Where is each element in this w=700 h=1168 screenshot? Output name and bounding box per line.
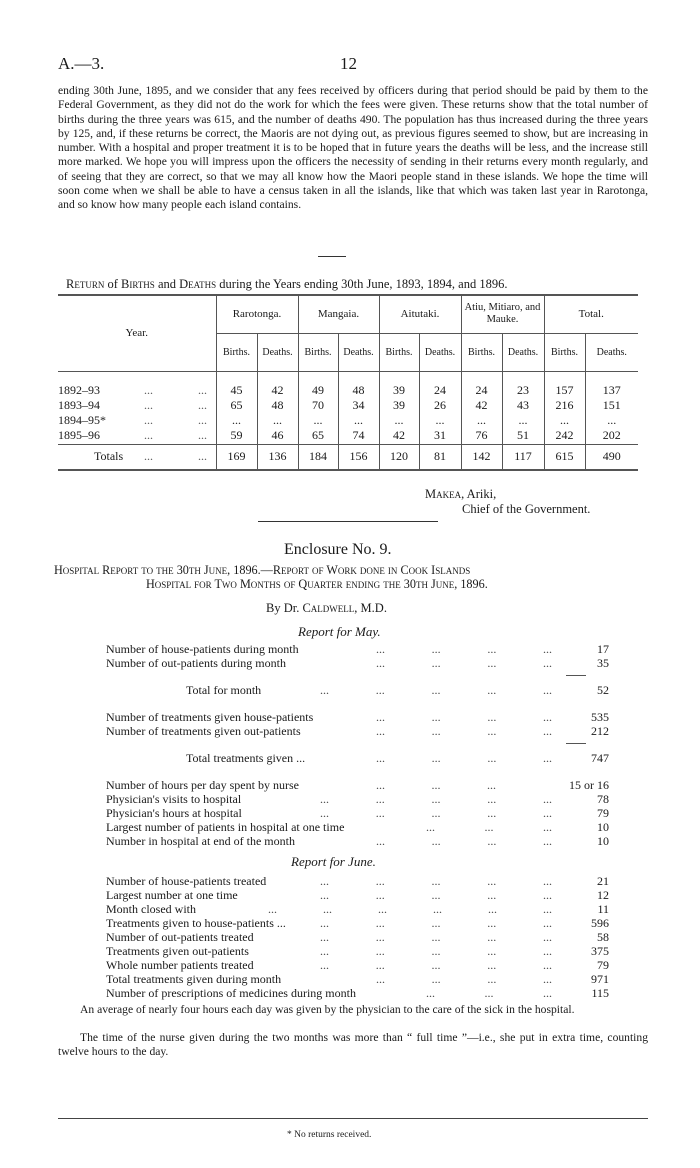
- table-row: [58, 428, 638, 444]
- intro-paragraph: [58, 84, 648, 213]
- report-row-value: 79: [597, 806, 609, 820]
- report-row-label: Number of house-patients treated: [106, 874, 267, 888]
- report-row-value: 35: [597, 656, 609, 670]
- title-word-deaths: Deaths: [179, 277, 217, 291]
- value-cell: 216: [544, 398, 585, 413]
- value-cell: 151: [585, 398, 638, 413]
- signature-name-sc: Makea: [425, 487, 462, 501]
- value-cell: 31: [419, 428, 461, 444]
- year-label: 1894–95*: [58, 413, 106, 427]
- value-cell: 48: [257, 398, 298, 413]
- value-cell: 42: [257, 383, 298, 398]
- footnote: * No returns received.: [287, 1130, 372, 1140]
- report-row-value: 212: [591, 724, 609, 738]
- year-column-header: Year.: [58, 295, 216, 371]
- report-row-label: Whole number patients treated: [106, 958, 254, 972]
- leader-dots: ... ... ...: [376, 778, 496, 792]
- total-cell: 136: [257, 444, 298, 470]
- leader-dots: ... ... ... ...: [376, 724, 552, 738]
- subheader-births: Births.: [298, 333, 338, 371]
- leader-dots: ... ... ... ... ...: [320, 944, 552, 958]
- leader-dots: ... ... ... ... ...: [320, 806, 552, 820]
- value-cell: 202: [585, 428, 638, 444]
- report-row-value: 535: [591, 710, 609, 724]
- table-row: [58, 383, 638, 398]
- leader-dots: ...: [198, 398, 207, 412]
- leader-dots: ...: [144, 428, 153, 443]
- value-cell: 26: [419, 398, 461, 413]
- report-row-value: 10: [597, 834, 609, 848]
- hospital-heading-line-2: Hospital for Two Months of Quarter ending the 30th June, 1896.: [146, 577, 488, 591]
- title-joiner-of: of: [104, 277, 122, 291]
- title-word-births: Births: [121, 277, 155, 291]
- signature-title: Chief of the Government.: [462, 502, 591, 516]
- report-row-label: Physician's visits to hospital: [106, 792, 242, 806]
- totals-label: Totals: [94, 449, 124, 464]
- value-cell: 157: [544, 383, 585, 398]
- value-cell: ...: [419, 413, 461, 428]
- intro-paragraph-text: ending 30th June, 1895, and we consider that any fees received by officers during that period should be paid by them to the Federal Government, as they did not do the work for which the fees were given. These returns show that the total number of births during the three years was 615, and the number of deaths 490. The population has thus increased during the three years by 125, and, if these returns be correct, the Maoris are not dying out, as previous figures seemed to show, but are increasing in number. With a hospital and proper treatment it is to be hoped that in future years the deaths will be less, and the increase still more marked. We hope you will impress upon the officers the necessity of sending in their returns every month regularly, and of seeing that they are correct, so that we may all know how the Maori people stand in these islands. We hope the time will soon come when we shall be able to have a census taken in all the islands, like that which was taken last year in Rarotonga, and so know how many people each island contains.: [58, 84, 648, 212]
- total-cell: 490: [585, 444, 638, 470]
- value-cell: ...: [585, 413, 638, 428]
- report-row-value: 375: [591, 944, 609, 958]
- report-row-value: 58: [597, 930, 609, 944]
- year-label: 1895–96: [58, 428, 100, 443]
- report-row-value: 747: [591, 751, 609, 765]
- year-label: 1892–93: [58, 383, 100, 397]
- byline-prefix: By Dr.: [266, 601, 303, 615]
- leader-dots: ... ... ... ... ...: [320, 958, 552, 972]
- total-cell: 169: [216, 444, 257, 470]
- leader-dots: ... ... ... ... ... ...: [268, 902, 552, 916]
- value-cell: ...: [298, 413, 338, 428]
- title-joiner-and: and: [154, 277, 180, 291]
- signature-name: [425, 487, 496, 502]
- subheader-deaths: Deaths.: [502, 333, 544, 371]
- closing-paragraph-2-text: The time of the nurse given during the two months was more than “ full time ”—i.e., she put in extra time, counting twelve hours to the day.: [58, 1031, 648, 1059]
- leader-dots: ... ... ...: [426, 986, 552, 1000]
- report-row-value: 79: [597, 958, 609, 972]
- leader-dots: ... ... ... ... ...: [320, 930, 552, 944]
- value-cell: ...: [502, 413, 544, 428]
- subheader-births: Births.: [544, 333, 585, 371]
- leader-dots: ... ... ... ... ...: [320, 874, 552, 888]
- value-cell: ...: [461, 413, 502, 428]
- value-cell: 76: [461, 428, 502, 444]
- report-row-value: 15 or 16: [569, 778, 609, 792]
- byline-suffix: , M.D.: [354, 601, 387, 615]
- total-cell: 117: [502, 444, 544, 470]
- value-cell: 23: [502, 383, 544, 398]
- leader-dots: ... ... ... ...: [376, 642, 552, 656]
- byline-name: Caldwell: [302, 601, 355, 615]
- report-row-label: Total treatments given during month: [106, 972, 282, 986]
- value-cell: 65: [216, 398, 257, 413]
- report-row-value: 11: [597, 902, 609, 916]
- report-row-label: Number of house-patients during month: [106, 642, 299, 656]
- sum-rule: [566, 743, 586, 744]
- report-row-label: Number of out-patients during month: [106, 656, 286, 670]
- value-cell: ...: [379, 413, 419, 428]
- leader-dots: ... ... ... ... ...: [320, 683, 552, 697]
- leader-dots: ... ... ... ...: [376, 710, 552, 724]
- value-cell: 74: [338, 428, 379, 444]
- leader-dots: ... ... ... ... ...: [320, 916, 552, 930]
- island-header-mangaia: Mangaia.: [298, 295, 379, 333]
- value-cell: 46: [257, 428, 298, 444]
- subheader-deaths: Deaths.: [257, 333, 298, 371]
- value-cell: 242: [544, 428, 585, 444]
- closing-paragraph-2: [58, 1031, 648, 1060]
- report-row-label: Number of out-patients treated: [106, 930, 254, 944]
- total-cell: 184: [298, 444, 338, 470]
- report-row-label: Largest number of patients in hospital at one time: [106, 820, 345, 834]
- report-row-label: Total for month: [186, 683, 262, 697]
- report-row-value: 596: [591, 916, 609, 930]
- year-cell: [58, 428, 216, 444]
- leader-dots: ... ... ... ... ...: [320, 888, 552, 902]
- report-row-label: Number in hospital at end of the month: [106, 834, 295, 848]
- year-label: 1893–94: [58, 398, 100, 412]
- island-header-rarotonga: Rarotonga.: [216, 295, 298, 333]
- leader-dots: ...: [198, 449, 207, 464]
- total-cell: 615: [544, 444, 585, 470]
- sum-rule: [566, 675, 586, 676]
- subheader-births: Births.: [379, 333, 419, 371]
- table-header-row-islands: [58, 295, 638, 333]
- leader-dots: ...: [144, 398, 153, 412]
- year-cell: [58, 398, 216, 413]
- document-reference: A.—3.: [58, 54, 105, 73]
- value-cell: 43: [502, 398, 544, 413]
- signature-name-rest: , Ariki,: [461, 487, 497, 501]
- value-cell: 49: [298, 383, 338, 398]
- page-number: 12: [340, 54, 357, 73]
- value-cell: 24: [419, 383, 461, 398]
- value-cell: 65: [298, 428, 338, 444]
- value-cell: 59: [216, 428, 257, 444]
- report-row-value: 52: [597, 683, 609, 697]
- subheader-births: Births.: [461, 333, 502, 371]
- births-deaths-table: [58, 294, 638, 471]
- section-divider: [318, 256, 346, 257]
- report-row-value: 78: [597, 792, 609, 806]
- byline: [266, 601, 387, 616]
- leader-dots: ... ... ... ...: [376, 834, 552, 848]
- leader-dots: ... ... ... ... ...: [320, 792, 552, 806]
- value-cell: 51: [502, 428, 544, 444]
- hospital-heading-line-1: Hospital Report to the 30th June, 1896.—Report of Work done in Cook Islands: [54, 563, 471, 577]
- value-cell: 39: [379, 398, 419, 413]
- report-row-label: Number of treatments given house-patients: [106, 710, 314, 724]
- title-word-return: Return: [66, 277, 105, 291]
- island-header-aitutaki: Aitutaki.: [379, 295, 461, 333]
- value-cell: 42: [379, 428, 419, 444]
- value-cell: 42: [461, 398, 502, 413]
- leader-dots: ... ... ... ...: [376, 972, 552, 986]
- island-header-atiu-mitiaro-mauke: Atiu, Mitiaro, and Mauke.: [461, 295, 544, 333]
- value-cell: 137: [585, 383, 638, 398]
- section-divider: [258, 521, 438, 522]
- value-cell: ...: [257, 413, 298, 428]
- report-row-label: Total treatments given ...: [186, 751, 306, 765]
- value-cell: ...: [544, 413, 585, 428]
- table-totals-row: [58, 444, 638, 470]
- leader-dots: ... ... ... ...: [376, 751, 552, 765]
- report-row-value: 21: [597, 874, 609, 888]
- closing-paragraph-1: [58, 1003, 648, 1017]
- table-row: [58, 413, 638, 428]
- title-rest: during the Years ending 30th June, 1893, 1894, and 1896.: [216, 277, 508, 291]
- report-row-label: Treatments given to house-patients ...: [106, 916, 286, 930]
- report-june-heading: Report for June.: [291, 854, 376, 869]
- island-header-total: Total.: [544, 295, 638, 333]
- leader-dots: ...: [198, 413, 207, 427]
- value-cell: 70: [298, 398, 338, 413]
- table-row: [58, 398, 638, 413]
- value-cell: 34: [338, 398, 379, 413]
- report-row-label: Number of treatments given out-patients: [106, 724, 301, 738]
- report-row-label: Largest number at one time: [106, 888, 238, 902]
- leader-dots: ... ... ... ...: [376, 656, 552, 670]
- report-row-value: 971: [591, 972, 609, 986]
- subheader-deaths: Deaths.: [585, 333, 638, 371]
- report-row-label: Treatments given out-patients: [106, 944, 249, 958]
- leader-dots: ...: [144, 383, 153, 397]
- closing-paragraph-1-text: An average of nearly four hours each day was given by the physician to the care of the sick in the hospital.: [80, 1003, 575, 1016]
- value-cell: ...: [338, 413, 379, 428]
- return-table-title: [66, 277, 507, 292]
- value-cell: 45: [216, 383, 257, 398]
- year-cell: [58, 383, 216, 398]
- report-row-value: 115: [591, 986, 609, 1000]
- report-row-label: Number of prescriptions of medicines during month: [106, 986, 356, 1000]
- value-cell: 48: [338, 383, 379, 398]
- leader-dots: ... ... ...: [426, 820, 552, 834]
- leader-dots: ...: [198, 428, 207, 443]
- report-may-heading: Report for May.: [298, 624, 381, 639]
- report-row-value: 10: [597, 820, 609, 834]
- enclosure-title: Enclosure No. 9.: [284, 541, 392, 558]
- leader-dots: ...: [198, 383, 207, 397]
- leader-dots: ...: [144, 413, 153, 427]
- leader-dots: ...: [144, 449, 153, 464]
- total-cell: 156: [338, 444, 379, 470]
- year-cell: [58, 413, 216, 428]
- report-row-label: Physician's hours at hospital: [106, 806, 242, 820]
- value-cell: 39: [379, 383, 419, 398]
- table-spacer-row: [58, 371, 638, 383]
- report-row-label: Number of hours per day spent by nurse: [106, 778, 299, 792]
- subheader-births: Births.: [216, 333, 257, 371]
- footnote-rule: [58, 1118, 648, 1119]
- total-cell: 81: [419, 444, 461, 470]
- total-cell: 120: [379, 444, 419, 470]
- totals-label-cell: [58, 444, 216, 470]
- subheader-deaths: Deaths.: [419, 333, 461, 371]
- report-row-label: Month closed with: [106, 902, 196, 916]
- report-row-value: 17: [597, 642, 609, 656]
- subheader-deaths: Deaths.: [338, 333, 379, 371]
- value-cell: 24: [461, 383, 502, 398]
- report-row-value: 12: [597, 888, 609, 902]
- value-cell: ...: [216, 413, 257, 428]
- total-cell: 142: [461, 444, 502, 470]
